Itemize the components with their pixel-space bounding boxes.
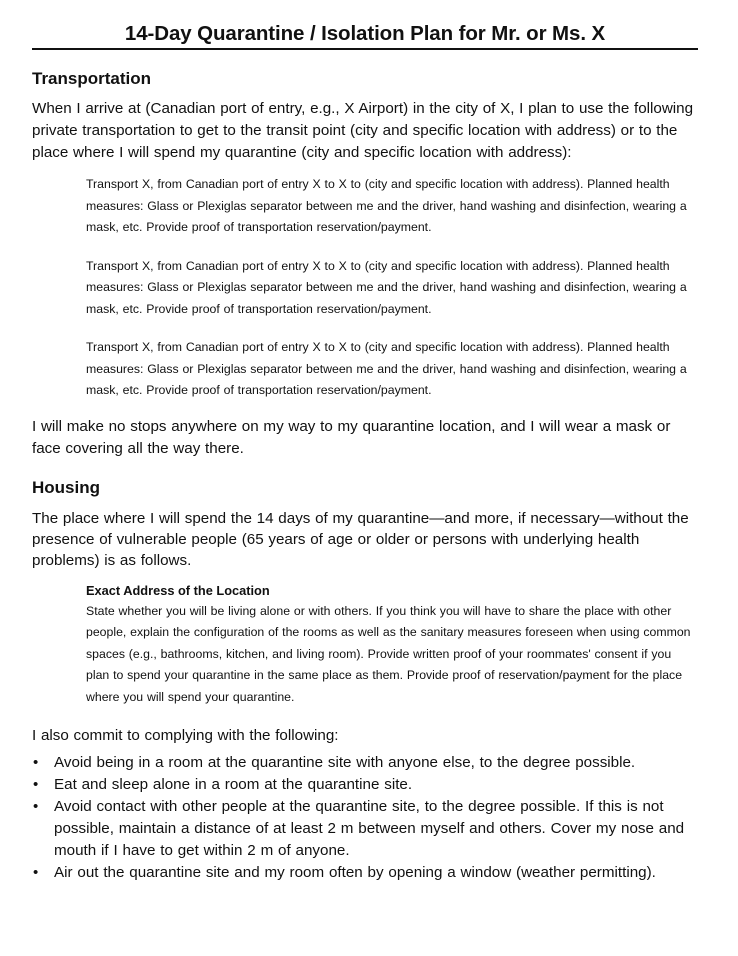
list-item [32,862,698,884]
document-page [32,0,698,884]
transport-options [86,174,698,402]
transportation-intro [32,98,698,164]
list-item [32,752,698,774]
transportation-closing: I will make no stops anywhere on my way to my quarantine location, and I will wear a mask or face covering all the way there. [32,417,671,457]
commitments-list [32,752,698,884]
document-title: 14-Day Quarantine / Isolation Plan for Mr. or Ms. X [32,22,698,50]
list-item-text: Eat and sleep alone in a room at the quarantine site. [54,776,413,793]
address-instructions: State whether you will be living alone or with others. If you think you will have to share the place with other people, explain the configuration of the rooms as well as the sanitary measures foreseen when using common spaces (e.g., bathrooms, kitchen, and living room). Provide written proof of your roommates' consent if you plan to spend your quarantine in the same place as them. Provide proof of reservation/payment for the place where you will spend your quarantine. [86,603,691,704]
transportation-intro-text: When I arrive at (Canadian port of entry, e.g., X Airport) in the city of X, I plan to use the following private transportation to get to the transit point (city and specific location with address) or to the place where I will spend my quarantine (city and specific location with address): [32,100,694,161]
list-item [32,774,698,796]
address-heading: Exact Address of the Location [86,582,270,598]
transport-option-1: Transport X, from Canadian port of entry X to X to (city and specific location with address). Planned health measures: Glass or Plexiglas separator between me and the driver, hand washing and disinfection, wearing a mask, etc. Provide proof of transportation reservation/payment. [86,177,687,234]
transport-option-3: Transport X, from Canadian port of entry X to X to (city and specific location with address). Planned health measures: Glass or Plexiglas separator between me and the driver, hand washing and disinfection, wearing a mask, etc. Provide proof of transportation reservation/payment. [86,340,687,397]
transportation-heading: Transportation [32,69,152,88]
bullet-icon: • [33,754,39,771]
bullet-icon: • [33,776,39,793]
housing-heading: Housing [32,477,100,497]
list-item-text: Air out the quarantine site and my room often by opening a window (weather permitting). [54,864,656,881]
bullet-icon: • [33,798,39,815]
list-item-text: Avoid being in a room at the quarantine site with anyone else, to the degree possible. [54,754,636,771]
commitments-intro: I also commit to complying with the following: [32,727,339,744]
list-item [32,796,698,862]
bullet-icon: • [33,864,39,881]
address-block [86,580,698,709]
transport-option-2: Transport X, from Canadian port of entry X to X to (city and specific location with address). Planned health measures: Glass or Plexiglas separator between me and the driver, hand washing and disinfection, wearing a mask, etc. Provide proof of transportation reservation/payment. [86,258,687,316]
housing-intro: The place where I will spend the 14 days of my quarantine—and more, if necessary—without the presence of vulnerable people (65 years of age or older or persons with underlying health problems) is as follows. [32,509,689,569]
list-item-text: Avoid contact with other people at the quarantine site, to the degree possible. If this is not possible, maintain a distance of at least 2 m between myself and others. Cover my nose and mouth if I have to get within 2 m of anyone. [54,798,685,859]
